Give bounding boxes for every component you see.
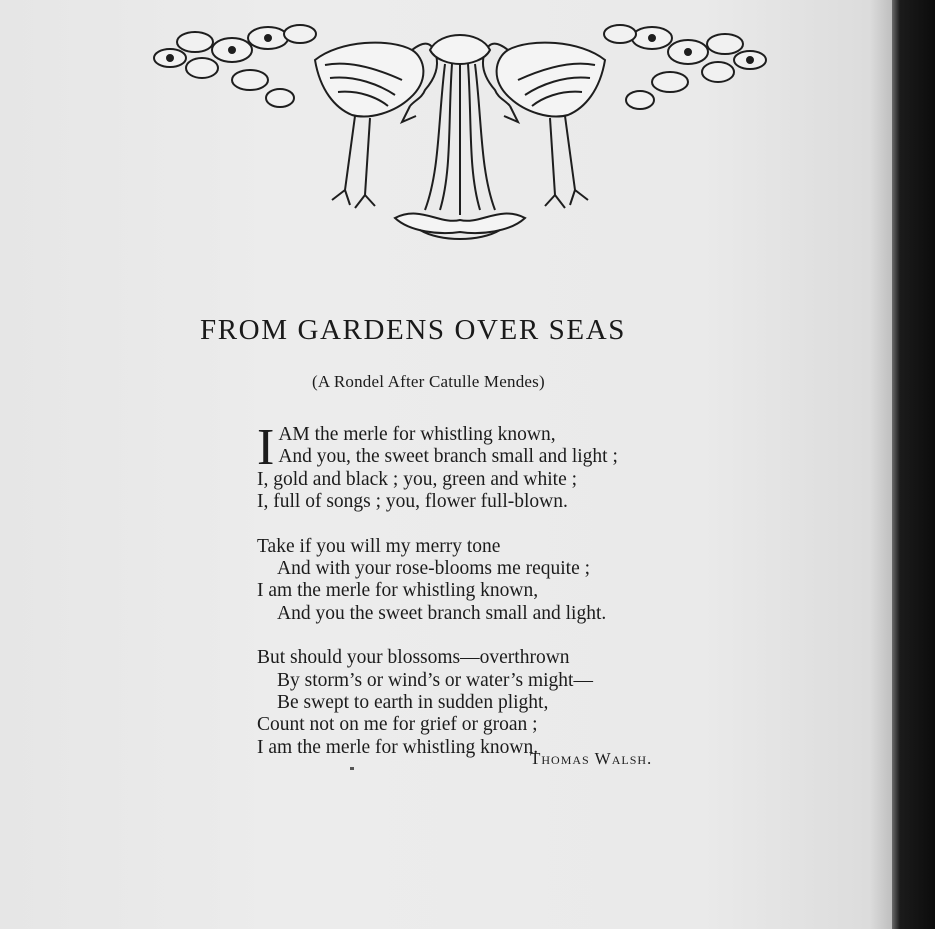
book-binding-shadow bbox=[892, 0, 935, 929]
right-crane bbox=[483, 43, 605, 208]
poem-subtitle: (A Rondel After Catulle Mendes) bbox=[312, 372, 545, 391]
poem-line: I am the merle for whistling known. bbox=[257, 736, 539, 758]
right-blossom-cluster bbox=[604, 25, 766, 109]
poem-title: FROM GARDENS OVER SEAS bbox=[200, 314, 626, 346]
cranes-ornament-headpiece bbox=[140, 20, 780, 245]
left-crane bbox=[315, 43, 437, 208]
poem-line: Be swept to earth in sudden plight, bbox=[277, 691, 549, 713]
poem-line: And with your rose-blooms me requite ; bbox=[277, 557, 591, 579]
stanza-1 bbox=[257, 419, 717, 514]
poem-line: AM the merle for whistling known, bbox=[278, 424, 556, 445]
poem-line: I, full of songs ; you, flower full-blown. bbox=[257, 491, 568, 513]
poem-line: I, gold and black ; you, green and white ; bbox=[257, 468, 578, 490]
poem-line: By storm’s or wind’s or water’s might— bbox=[277, 669, 593, 691]
drop-cap: I bbox=[257, 419, 275, 476]
left-blossom-cluster bbox=[154, 25, 316, 107]
author-signature: Thomas Walsh. bbox=[530, 749, 653, 768]
stanza-2 bbox=[257, 536, 717, 626]
poem-line: And you, the sweet branch small and light ; bbox=[278, 446, 618, 468]
poem-line: But should your blossoms—overthrown bbox=[257, 647, 570, 669]
poem-line: Take if you will my merry tone bbox=[257, 535, 501, 557]
poem-line: I am the merle for whistling known, bbox=[257, 580, 539, 602]
stanza-3 bbox=[257, 647, 717, 759]
poem-line: And you the sweet branch small and light. bbox=[277, 602, 607, 624]
poem-body bbox=[257, 419, 717, 759]
poem-line: Count not on me for grief or groan ; bbox=[257, 714, 538, 736]
ink-speck bbox=[350, 767, 354, 770]
